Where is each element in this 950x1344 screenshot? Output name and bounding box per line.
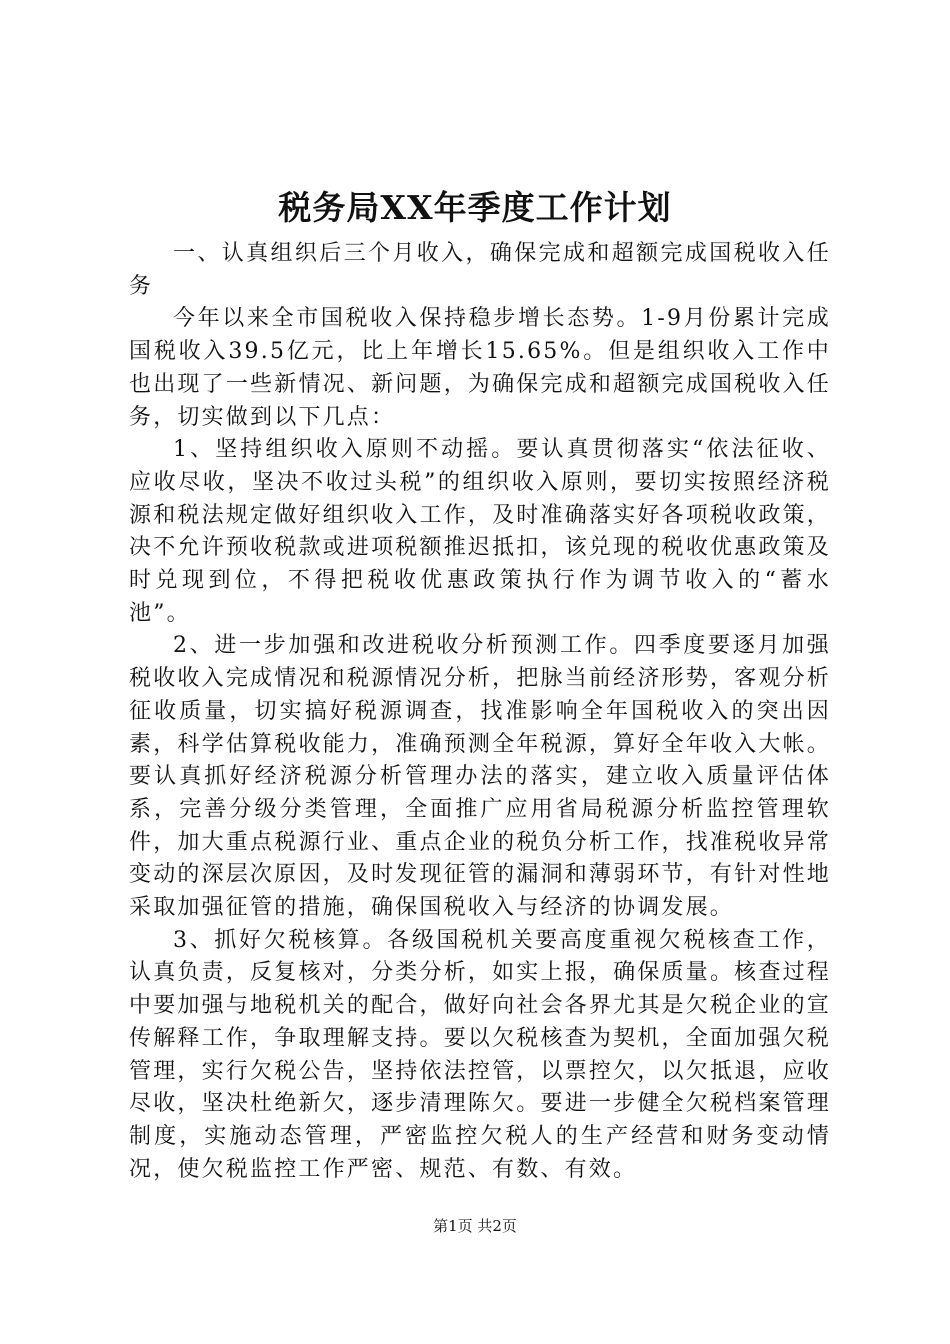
- section-heading: 一、认真组织后三个月收入，确保完成和超额完成国税收入任务: [129, 241, 831, 299]
- paragraph-item-1: 1、坚持组织收入原则不动摇。要认真贯彻落实“依法征收、应收尽收，坚决不收过头税”的组织收入原则，要切实按照经济税源和税法规定做好组织收入工作，及时准确落实好各项税收政策，决不允许预收税款或进项税额推迟抵扣，该兑现的税收优惠政策及时兑现到位，不得把税收优惠政策执行作为调节收入的“蓄水池”。: [129, 437, 831, 626]
- paragraph-item-3: 3、抓好欠税核算。各级国税机关要高度重视欠税核查工作，认真负责，反复核对，分类分析，如实上报，确保质量。核查过程中要加强与地税机关的配合，做好向社会各界尤其是欠税企业的宣传解释工作，争取理解支持。要以欠税核查为契机，全面加强欠税管理，实行欠税公告，坚持依法控管，以票控欠，以欠抵退，应收尽收，坚决杜绝新欠，逐步清理陈欠。要进一步健全欠税档案管理制度，实施动态管理，严密监控欠税人的生产经营和财务变动情况，使欠税监控工作严密、规范、有数、有效。: [129, 927, 831, 1182]
- page-footer: 第1页 共2页: [433, 1217, 517, 1235]
- document-body: [129, 238, 831, 1186]
- paragraph-intro: 今年以来全市国税收入保持稳步增长态势。1-9月份累计完成国税收入39.5亿元，比上年增长15.65%。但是组织收入工作中也出现了一些新情况、新问题，为确保完成和超额完成国税收入任务，切实做到以下几点：: [129, 306, 831, 430]
- page-title: 税务局XX年季度工作计划: [278, 188, 672, 227]
- paragraph-item-2: 2、进一步加强和改进税收分析预测工作。四季度要逐月加强税收收入完成情况和税源情况分析，把脉当前经济形势，客观分析征收质量，切实搞好税源调查，找准影响全年国税收入的突出因素，科学估算税收能力，准确预测全年税源，算好全年收入大帐。要认真抓好经济税源分析管理办法的落实，建立收入质量评估体系，完善分级分类管理，全面推广应用省局税源分析监控管理软件，加大重点税源行业、重点企业的税负分析工作，找准税收异常变动的深层次原因，及时发现征管的漏洞和薄弱环节，有针对性地采取加强征管的措施，确保国税收入与经济的协调发展。: [129, 633, 831, 921]
